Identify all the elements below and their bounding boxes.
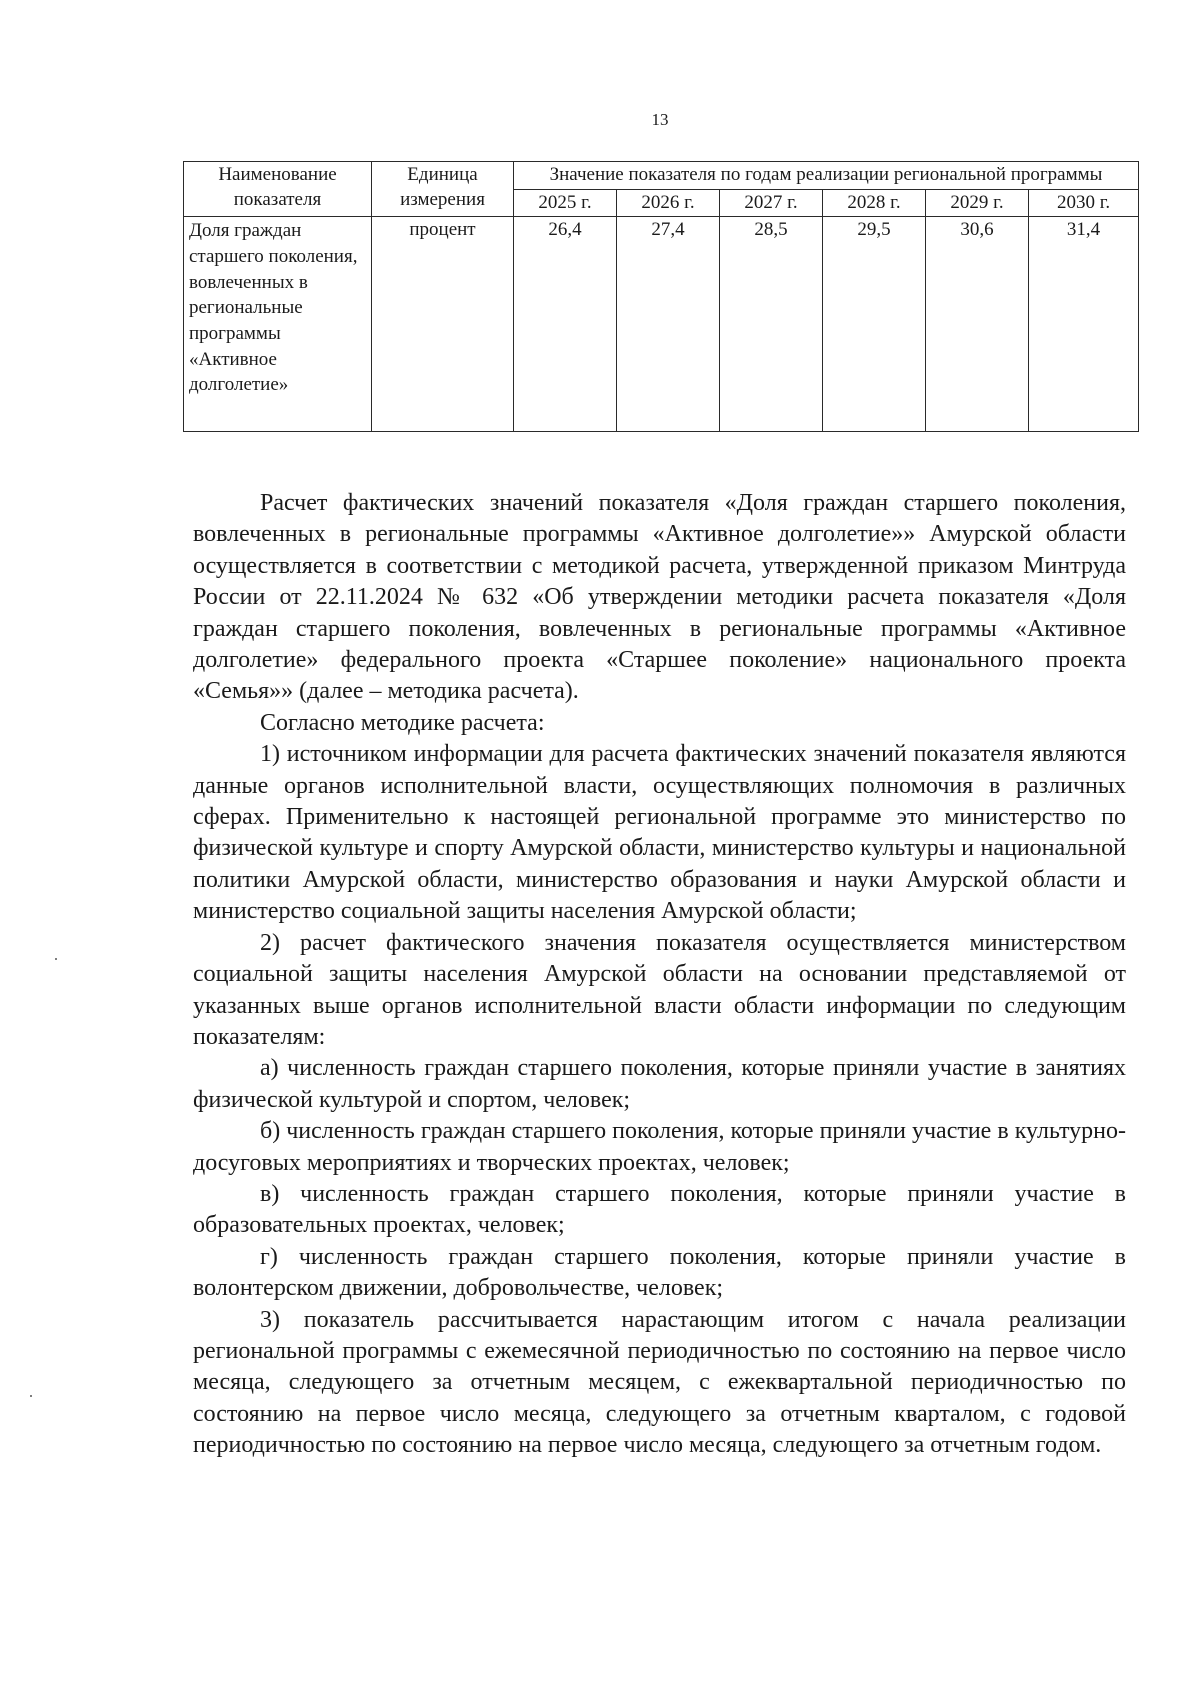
year-header: 2028 г. [823, 189, 926, 217]
value-cell: 27,4 [617, 217, 720, 432]
column-header-values: Значение показателя по годам реализации региональной программы [514, 162, 1139, 190]
page-number: 13 [651, 110, 669, 129]
scan-speck [30, 1395, 32, 1397]
paragraph-methodology-intro: Согласно методике расчета: [260, 709, 545, 736]
value-cell: 29,5 [823, 217, 926, 432]
year-header: 2029 г. [926, 189, 1029, 217]
list-item-culture: б) численность граждан старшего поколения, которые приняли участие в культурно-досуговых мероприятиях и творческих проектах, человек; [193, 1118, 1126, 1176]
year-header: 2027 г. [720, 189, 823, 217]
list-item-sport: а) численность граждан старшего поколения, которые приняли участие в занятиях физической культурой и спортом, человек; [193, 1055, 1126, 1113]
list-item-information-source: 1) источником информации для расчета фактических значений показателя являются данные органов исполнительной власти, осуществляющих полномочия в различных сферах. Применительно к настоящей региональной программе это министерство по физической культуре и спорту Амурской области, министерство культуры и национальной политики Амурской области, министерство образования и науки Амурской области и министерство социальной защиты населения Амурской области; [193, 741, 1126, 925]
value-cell: 28,5 [720, 217, 823, 432]
paragraph-calculation-basis: Расчет фактических значений показателя «Доля граждан старшего поколения, вовлеченных в региональные программы «Активное долголетие»» Амурской области осуществляется в соответствии с методикой расчета, утвержденной приказом Минтруда России от 22.11.2024 № 632 «Об утверждении методики расчета показателя «Доля граждан старшего поколения, вовлеченных в региональные программы «Активное долголетие» федерального проекта «Старшее поколение» национального проекта «Семья»» (далее – методика расчета). [193, 490, 1126, 705]
indicator-table [183, 161, 1139, 432]
column-header-unit: Единица измерения [372, 162, 514, 217]
year-header: 2030 г. [1029, 189, 1139, 217]
indicator-name-cell: Доля граждан старшего поколения, вовлеченных в региональные программы «Активное долголетие» [184, 217, 372, 432]
value-cell: 26,4 [514, 217, 617, 432]
year-header: 2025 г. [514, 189, 617, 217]
value-cell: 30,6 [926, 217, 1029, 432]
list-item-calculation-authority: 2) расчет фактического значения показателя осуществляется министерством социальной защиты населения Амурской области на основании представляемой от указанных выше органов исполнительной власти области информации по следующим показателям: [193, 929, 1126, 1050]
scan-speck [55, 958, 57, 960]
list-item-periodicity: 3) показатель рассчитывается нарастающим итогом с начала реализации региональной программы с ежемесячной периодичностью по состоянию на первое число месяца, следующего за отчетным месяцем, с ежеквартальной периодичностью по состоянию на первое число месяца, следующего за отчетным кварталом, с годовой периодичностью по состоянию на первое число месяца, следующего за отчетным годом. [193, 1306, 1126, 1459]
document-body [193, 488, 1126, 1462]
year-header: 2026 г. [617, 189, 720, 217]
column-header-name: Наименование показателя [184, 162, 372, 217]
unit-cell: процент [372, 217, 514, 432]
table-header-row [184, 162, 1139, 190]
table-row [184, 217, 1139, 432]
value-cell: 31,4 [1029, 217, 1139, 432]
list-item-education: в) численность граждан старшего поколения, которые приняли участие в образовательных проектах, человек; [193, 1180, 1126, 1239]
list-item-volunteering: г) численность граждан старшего поколения, которые приняли участие в волонтерском движении, добровольчестве, человек; [193, 1243, 1126, 1302]
